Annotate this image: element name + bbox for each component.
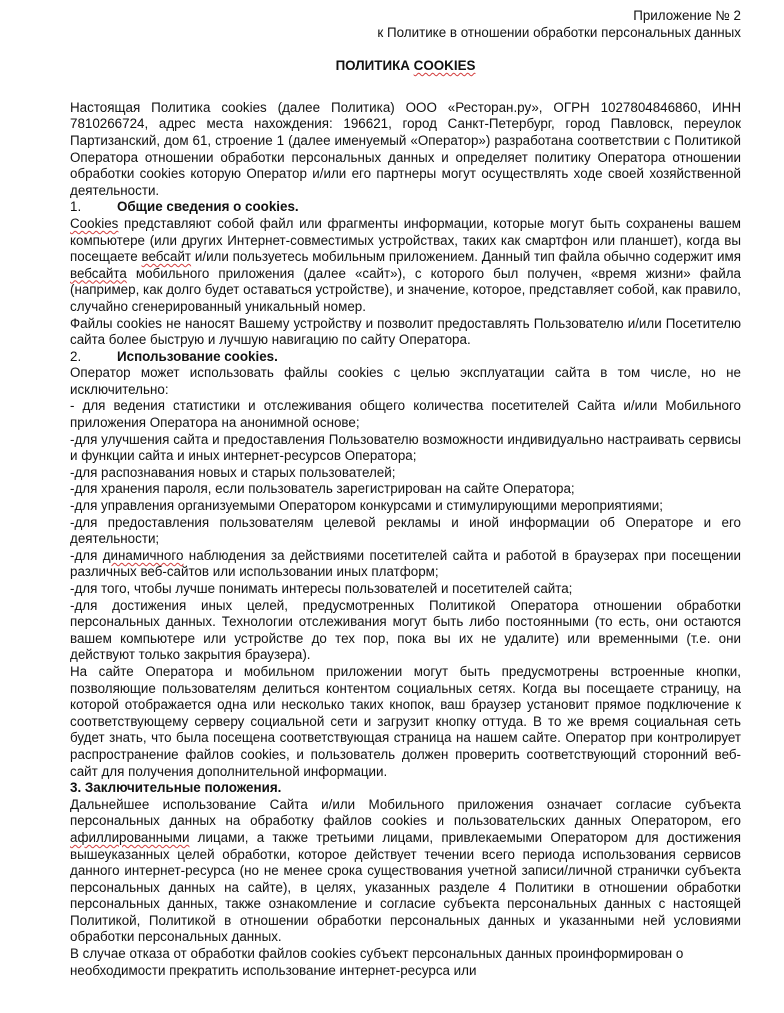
intro-paragraph: Настоящая Политика cookies (далее Политика) ООО «Ресторан.ру», ОГРН 1027804846860, ИНН 7810266724, адрес места нахождения: 196621, город Санкт-Петербург, город Павловск, переулок Партизанский, дом 61, строение 1 (далее именуемый «Оператор») разработана соответствии с Политикой Оператора отношении обработки персональных данных и определяет политику Оператора отношении обработки cookies которую Оператор и/или его партнеры могут осуществлять ходе своей хозяйственной деятельности. <box>70 99 741 198</box>
section-1-title: Общие сведения о cookies. <box>117 199 299 215</box>
text-run: мобильного приложения (далее «сайт»), с которого был получен, «время жизни» файла (например, как долго будет оставаться устройстве), и значение, которое, представляет собой, как правило, случайно сгенерированный уникальный номер. <box>70 265 741 314</box>
section-3-paragraph-1 <box>70 797 741 946</box>
misspelled-word: Cookies <box>70 215 119 231</box>
document-title <box>70 58 741 75</box>
title-prefix: ПОЛИТИКА <box>335 58 414 74</box>
document-page <box>70 8 741 979</box>
text-run: и/или пользуетесь мобильным приложением. Данный тип файла обычно содержит имя <box>191 249 741 265</box>
section-3-heading <box>70 780 741 797</box>
section-1-heading <box>70 199 741 216</box>
list-item: -для хранения пароля, если пользователь зарегистрирован на сайте Оператора; <box>70 481 575 497</box>
section-3-title: 3. Заключительные положения. <box>70 780 282 796</box>
section-1-paragraph-2: Файлы cookies не наносят Вашему устройству и позволит предоставлять Пользователю и/или Посетителю сайта более быструю и лучшую навигацию по сайту Оператора. <box>70 315 741 348</box>
list-item: -для достижения иных целей, предусмотренных Политикой Оператора отношении обработки персональных данных. Технологии отслеживания могут быть либо постоянными (то есть, они остаются вашем компьютере или устройстве до тех пор, пока вы их не удалите) или временными (т.е. они действуют только закрытия браузера). <box>70 597 741 663</box>
section-1-paragraph-1 <box>70 216 741 316</box>
misspelled-word: вебсайта <box>70 265 127 281</box>
section-2-social-paragraph: На сайте Оператора и мобильном приложении могут быть предусмотрены встроенные кнопки, позволяющие пользователям делиться контентом социальных сетях. Когда вы посещаете страницу, на которой отображается одна или несколько таких кнопок, ваш браузер установит прямое подключение к соответствующему серверу социальной сети и загрузит кнопку оттуда. В то же время социальная сеть будет знать, что была посещена соответствующая страница на нашем сайте. Оператор при контролирует распространение файлов cookies, и пользователь должен проверить соответствующий сторонний веб-сайт для получения дополнительной информации. <box>70 663 741 779</box>
section-2-title: Использование cookies. <box>117 348 278 364</box>
list-item: - для ведения статистики и отслеживания общего количества посетителей Сайта и/или Мобильного приложения Оператора на анонимной основе; <box>70 398 741 431</box>
title-word: COOKIES <box>413 58 476 74</box>
annex-line-1: Приложение № 2 <box>633 8 741 23</box>
section-3-paragraph-2: В случае отказа от обработки файлов cookies субъект персональных данных проинформирован о необходимости прекратить использование интернет-ресурса или <box>70 946 684 978</box>
section-2-heading <box>70 349 741 366</box>
list-item: -для улучшения сайта и предоставления Пользователю возможности индивидуально настраивать сервисы и функции сайта и иных интернет-ресурсов Оператора; <box>70 431 741 464</box>
list-item: -для распознавания новых и старых пользователей; <box>70 464 396 480</box>
misspelled-word: вебсайт <box>141 249 192 265</box>
text-run: лицами, а также третьими лицами, привлекаемыми Оператором для достижения вышеуказанных целей обработки, которое действует течении всего периода использования сервисов данного интернет-ресурса (но не менее срока существования учетной записи/личной странички субъекта персональных данных на сайте), в целях, указанных разделе 4 Политики в отношении обработки персональных данных, также ознакомление и согласие субъекта персональных данных с настоящей Политикой, Политикой в отношении обработки персональных данных и указанными ней условиями обработки персональных данных. <box>70 829 741 945</box>
section-2-lead: Оператор может использовать файлы cookies с целью эксплуатации сайта в том числе, но не исключительно: <box>70 365 741 397</box>
section-2-number: 2. <box>70 348 82 364</box>
text-run: представляют собой файл или фрагменты информации, которые могут быть сохранены вашем компьютере (или других Интернет-совместимых устройствах, таких как смартфон или планшет), когда вы посещаете <box>70 215 741 265</box>
misspelled-word: афиллированными <box>70 829 190 845</box>
text-run: Дальнейшее использование Сайта и/или Мобильного приложения означает согласие субъекта персональных данных на обработку файлов cookies и пользовательских данных Оператором, его <box>70 796 741 829</box>
section-1-number: 1. <box>70 199 82 215</box>
misspelled-word: динамичного <box>102 547 184 563</box>
list-item: -для того, чтобы лучше понимать интересы пользователей и посетителей сайта; <box>70 581 573 596</box>
text-run: -для <box>70 547 103 563</box>
text-run: наблюдения за действиями посетителей сайта и работой в браузерах при посещении различных веб-сайтов или использовании иных платформ; <box>70 547 741 580</box>
list-item <box>70 548 741 581</box>
list-item: -для управления организуемыми Оператором конкурсами и стимулирующими мероприятиями; <box>70 498 663 514</box>
list-item: -для предоставления пользователям целевой рекламы и иной информации об Операторе и его деятельности; <box>70 514 741 547</box>
annex-line-2: к Политике в отношении обработки персональных данных <box>377 24 741 40</box>
